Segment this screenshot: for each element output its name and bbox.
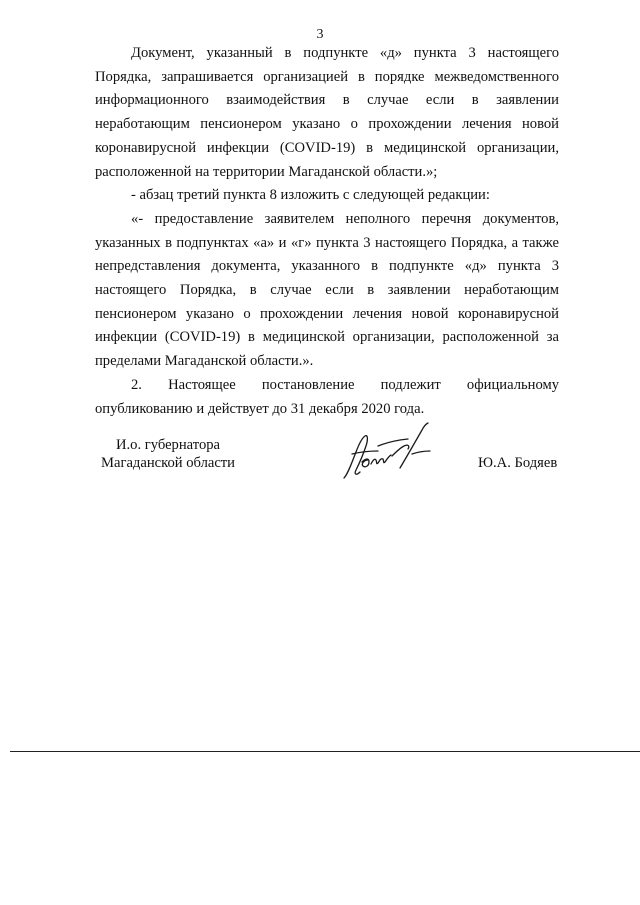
signatory-name: Ю.А. Бодяев bbox=[478, 455, 558, 471]
paragraph-document-request: Документ, указанный в подпункте «д» пункта 3 настоящего Порядка, запрашивается организацией в порядке межведомственного информационного взаимодействия в случае если в заявлении неработающим пенсионером указано о прохождении лечения новой коронавирусной инфекции (COVID-19) в медицинской организации, расположенной на территории Магаданской области.»; bbox=[95, 45, 559, 180]
signatory-title-line-1: И.о. губернатора bbox=[115, 437, 221, 453]
handwritten-signature bbox=[338, 418, 438, 486]
document-body bbox=[95, 42, 559, 421]
signatory-title-line-2: Магаданской области bbox=[101, 455, 235, 471]
signatory-title bbox=[101, 436, 235, 472]
page-number: 3 bbox=[316, 27, 324, 42]
paragraph-publication: 2. Настоящее постановление подлежит официальному опубликованию и действует до 31 декабря 2020 года. bbox=[95, 376, 559, 417]
footer-divider bbox=[10, 751, 640, 752]
paragraph-amendment-text: «- предоставление заявителем неполного перечня документов, указанных в подпунктах «а» и «г» пункта 3 настоящего Порядка, а также непредставления документа, указанного в подпункте «д» пункта 3 настоящего Порядка, в случае если в заявлении неработающим пенсионером указано о прохождении лечения новой коронавирусной инфекции (COVID-19) в медицинской организации, расположенной за пределами Магаданской области.». bbox=[95, 210, 559, 370]
paragraph-amendment-intro: - абзац третий пункта 8 изложить с следующей редакции: bbox=[131, 187, 490, 204]
